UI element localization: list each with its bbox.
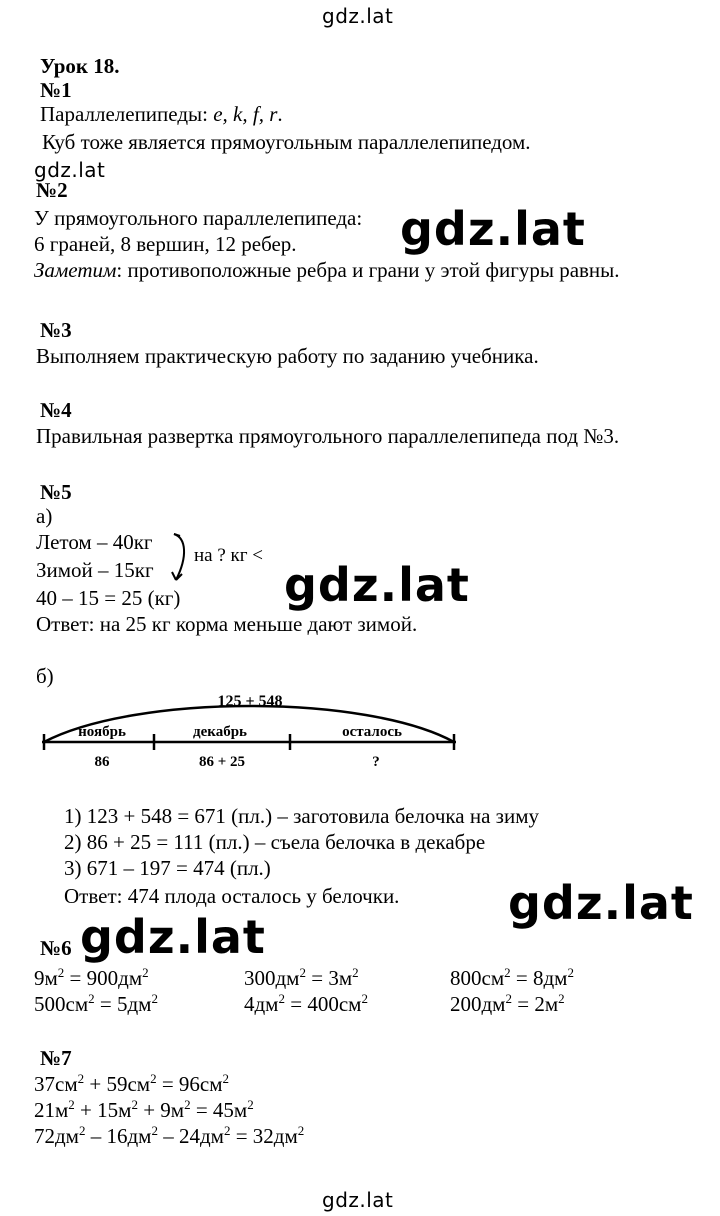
task5-step-1: 1) 123 + 548 = 671 (пл.) – заготовила белочка на зиму (64, 804, 539, 828)
diagram-below-remaining: ? (372, 754, 380, 770)
watermark-top: gdz.lat (322, 4, 394, 28)
task6-r2c3: $200дм^2 = 2м^2$ (450, 991, 565, 1016)
watermark-large-4: gdz.lat (80, 910, 266, 964)
task2-number: №2 (36, 178, 68, 202)
task7-line3: $72дм^2 - 16дм^2 - 24дм^2 = 32дм^2$ (34, 1123, 305, 1148)
watermark-bottom: gdz.lat (322, 1188, 394, 1212)
task5-winter: Зимой – 15кг (36, 558, 154, 582)
diagram-seg-december: декабрь (193, 724, 247, 740)
lesson-title: Урок 18. (40, 54, 120, 78)
task1-letters: e, k, f, r (213, 102, 278, 126)
watermark-large-2: gdz.lat (284, 558, 470, 612)
task6-r1c1: $9м^2 = 900дм^2$ (34, 965, 149, 990)
task5-summer: Летом – 40кг (36, 530, 153, 554)
task5-question: на ? кг < (194, 545, 264, 566)
watermark-large-3: gdz.lat (508, 876, 694, 930)
watermark-large-1: gdz.lat (400, 202, 586, 256)
diagram-below-december: 86 + 25 (198, 754, 246, 770)
diagram-seg-remaining: осталось (342, 724, 402, 740)
diagram-seg-november: ноябрь (78, 724, 126, 740)
task5-answer-b: Ответ: 474 плода осталось у белочки. (64, 884, 400, 908)
task6-number: №6 (40, 936, 72, 960)
task6-r2c2: $4дм^2 = 400см^2$ (244, 991, 368, 1016)
task1-line2: Куб тоже является прямоугольным параллелепипедом. (42, 130, 531, 154)
task6-r1c3: $800см^2 = 8дм^2$ (450, 965, 574, 990)
task5-part-a: а) (36, 504, 53, 528)
task5-answer: Ответ: на 25 кг корма меньше дают зимой. (36, 612, 418, 636)
task5-calc: 40 – 15 = 25 (кг) (36, 586, 181, 610)
task7-line1: $37см^2 + 59см^2 = 96см^2$ (34, 1071, 230, 1096)
task2-note (34, 258, 620, 282)
diagram-top-label: 125 + 548 (217, 693, 283, 710)
brace-arrow-icon (168, 532, 192, 584)
task1-suffix: . (277, 102, 283, 126)
task1-prefix: Параллелепипеды: (40, 102, 214, 126)
task3-line1: Выполняем практическую работу по заданию учебника. (36, 344, 539, 368)
watermark-left: gdz.lat (34, 158, 106, 182)
segment-diagram (36, 684, 466, 774)
task4-line1: Правильная развертка прямоугольного параллелепипеда под №3. (36, 424, 620, 448)
task6-r1c2: $300дм^2 = 3м^2$ (244, 965, 359, 990)
task1-number: №1 (40, 78, 72, 102)
diagram-below-november: 86 (94, 754, 110, 770)
task1-line1 (40, 102, 283, 126)
task5-part-b: б) (36, 664, 54, 688)
task7-line2: $21м^2 + 15м^2 + 9м^2 = 45м^2$ (34, 1097, 254, 1122)
task5-number: №5 (40, 480, 72, 504)
task3-number: №3 (40, 318, 72, 342)
task2-line1: У прямоугольного параллелепипеда: (34, 206, 363, 230)
task7-number: №7 (40, 1046, 72, 1070)
task4-number: №4 (40, 398, 72, 422)
task2-note-label: Заметим (34, 258, 117, 282)
task2-note-text: : противоположные ребра и грани у этой фигуры равны. (116, 258, 620, 282)
task5-step-2: 2) 86 + 25 = 111 (пл.) – съела белочка в декабре (64, 830, 486, 854)
task2-line2: 6 граней, 8 вершин, 12 ребер. (34, 232, 297, 256)
task5-step-3: 3) 671 – 197 = 474 (пл.) (64, 856, 271, 880)
task6-r2c1: $500см^2 = 5дм^2$ (34, 991, 158, 1016)
